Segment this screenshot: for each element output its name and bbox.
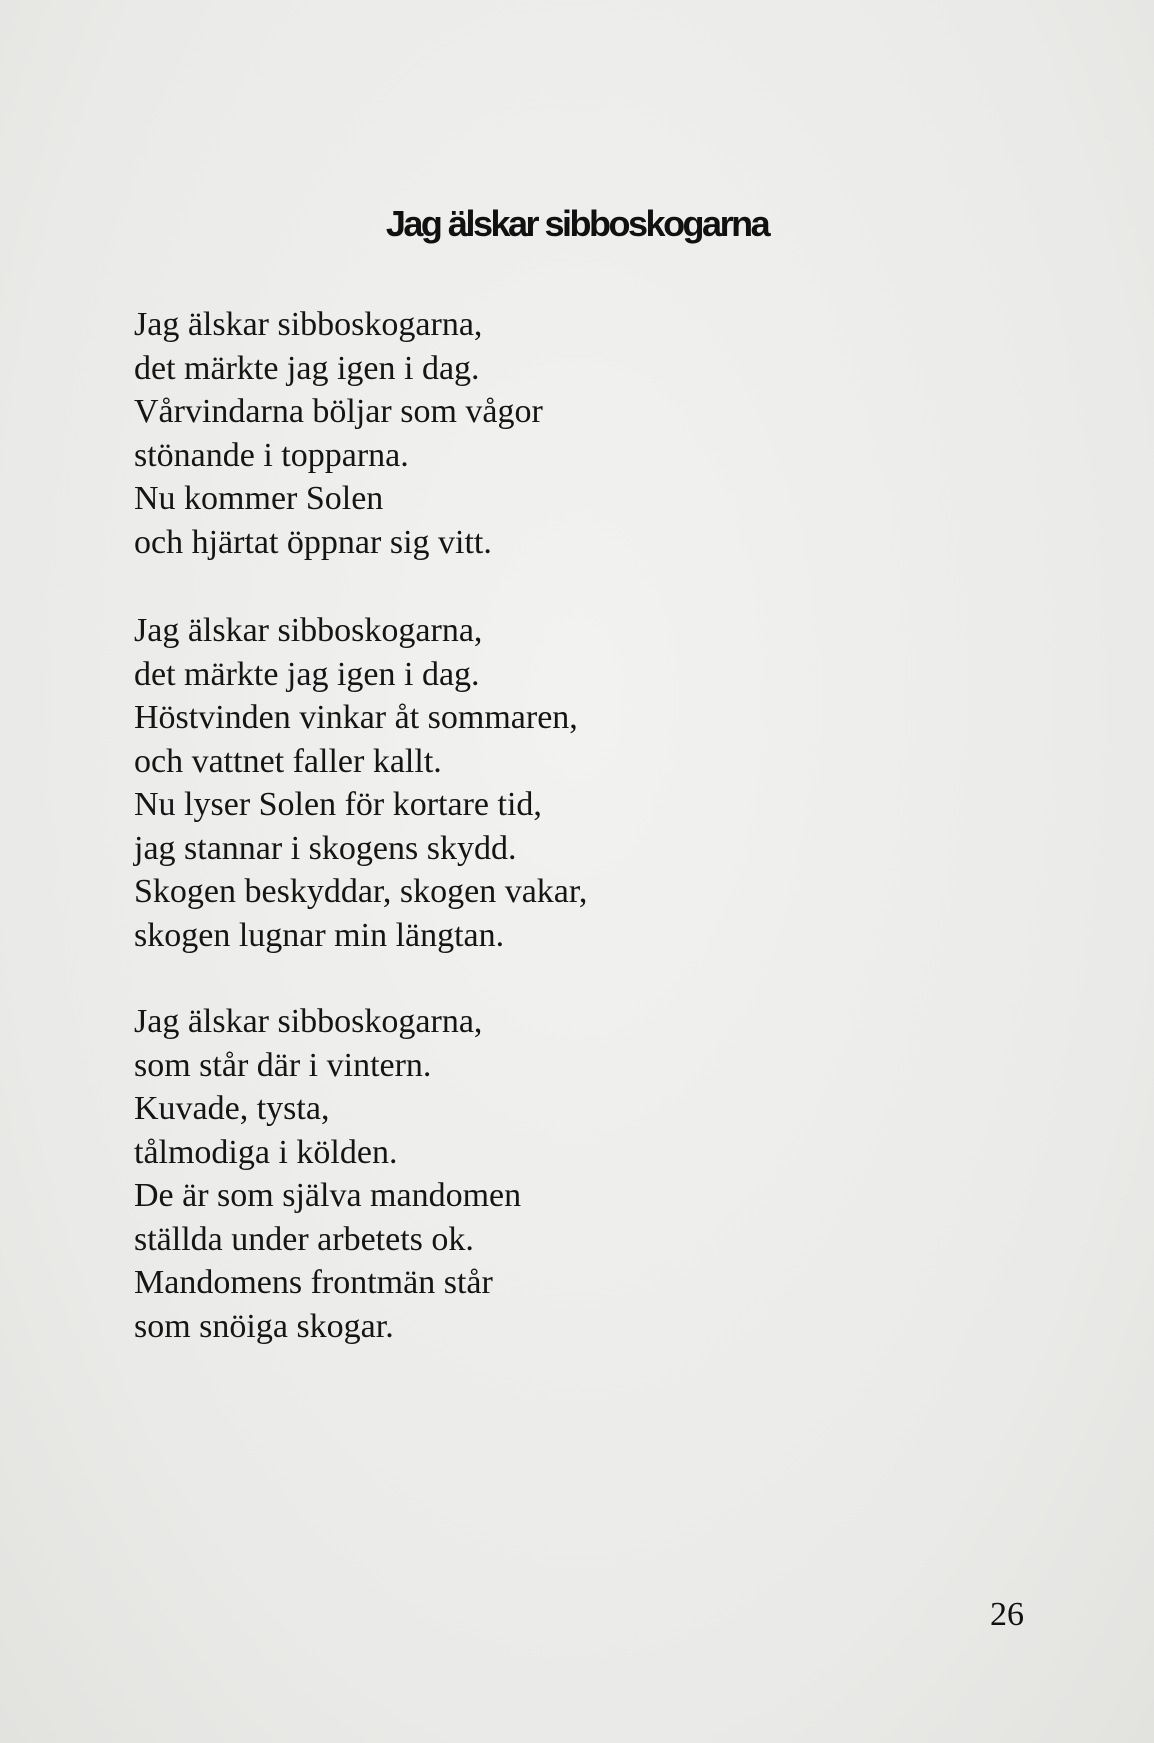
poem-line: Jag älskar sibboskogarna,	[134, 612, 483, 649]
poem-line: jag stannar i skogens skydd.	[134, 829, 517, 867]
poem-line: och vattnet faller kallt.	[134, 742, 442, 780]
poem-line: Nu kommer Solen	[134, 480, 384, 517]
poem-line: De är som själva mandomen	[134, 1177, 522, 1214]
page-number: 26	[990, 1596, 1024, 1633]
stanza-1	[134, 303, 543, 564]
stanza-2	[134, 609, 587, 957]
poem-line: Jag älskar sibboskogarna,	[134, 1003, 483, 1040]
poem-line: och hjärtat öppnar sig vitt.	[134, 523, 492, 561]
poem-line: Nu lyser Solen för kortare tid,	[134, 786, 542, 823]
poem-line: Mandomens frontmän står	[134, 1264, 493, 1301]
poem-line: det märkte jag igen i dag.	[134, 655, 480, 693]
poem-line: Kuvade, tysta,	[134, 1090, 330, 1127]
poem-line: Jag älskar sibboskogarna,	[134, 306, 483, 343]
poem-line: tålmodiga i kölden.	[134, 1133, 398, 1171]
stanza-3	[134, 1000, 521, 1348]
poem-line: det märkte jag igen i dag.	[134, 349, 480, 387]
poem-line: Skogen beskyddar, skogen vakar,	[134, 873, 588, 910]
poem-line: skogen lugnar min längtan.	[134, 916, 505, 954]
poem-title: Jag älskar sibboskogarna	[385, 203, 769, 244]
poem-line: stönande i topparna.	[134, 436, 409, 474]
poem-line: Vårvindarna böljar som vågor	[134, 393, 543, 430]
poem-line: som snöiga skogar.	[134, 1307, 394, 1345]
poem-line: ställda under arbetets ok.	[134, 1220, 474, 1258]
poem-line: som står där i vintern.	[134, 1046, 432, 1084]
poem-line: Höstvinden vinkar åt sommaren,	[134, 699, 578, 736]
